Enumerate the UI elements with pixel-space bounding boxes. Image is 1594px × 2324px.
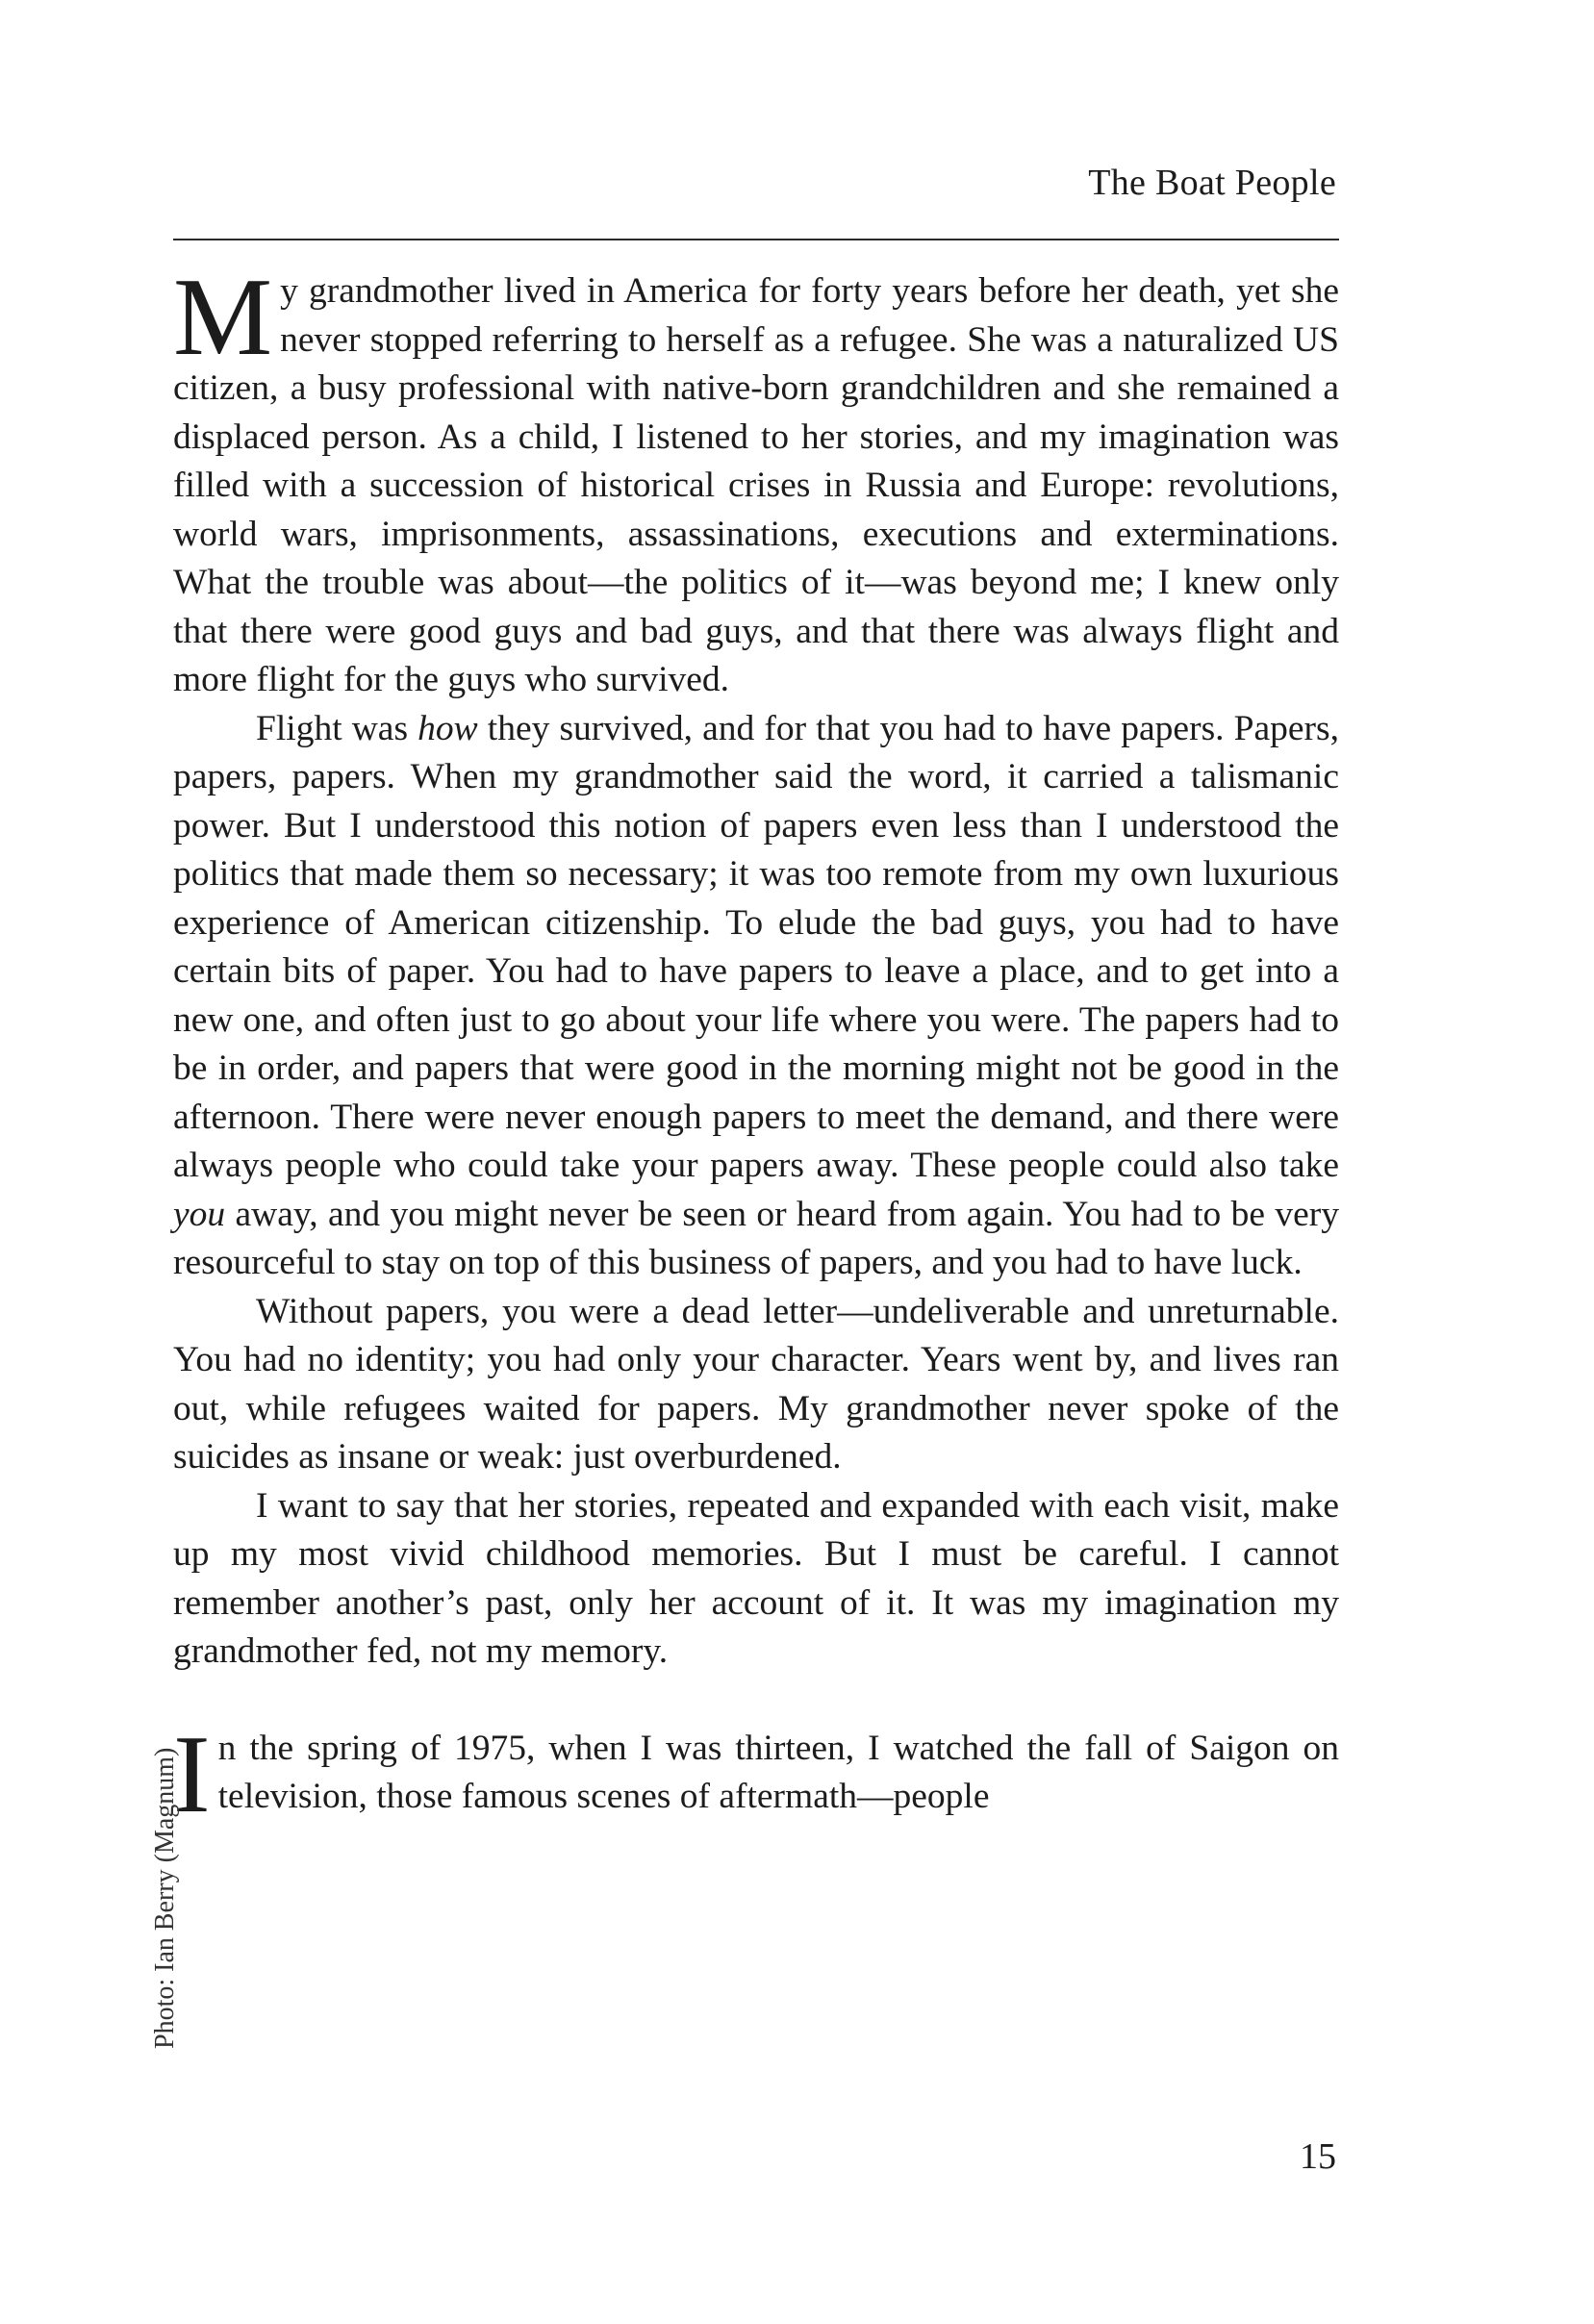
paragraph-5-text: n the spring of 1975, when I was thirteen, I watched the fall of Saigon on television, those famous scenes of aftermath—people (217, 1728, 1339, 1816)
emphasis-how: how (417, 708, 478, 748)
paragraph-1 (173, 256, 1339, 705)
paragraph-3: Without papers, you were a dead letter—undeliverable and unreturnable. You had no identity; you had only your character. Years went by, and lives ran out, while refugees waited for papers. My grandmother never spoke of the suicides as insane or weak: just overburdened. (173, 1291, 1339, 1477)
header-rule (173, 239, 1339, 240)
running-head-title: The Boat People (1088, 163, 1336, 203)
article-body (173, 256, 1339, 1836)
photo-credit: Photo: Ian Berry (Magnum) (150, 1747, 180, 2049)
dropcap-m: M (173, 256, 273, 379)
page-number: 15 (1300, 2136, 1336, 2177)
paragraph-5 (173, 1712, 1339, 1836)
section-break (173, 1677, 1339, 1725)
paragraph-2 (173, 705, 1339, 1288)
paragraph-2-end: away, and you might never be seen or heard from again. You had to be very resourceful to stay on top of this business of papers, and you had to have luck. (173, 1194, 1339, 1282)
dropcap-i: I (173, 1712, 211, 1836)
paragraph-4: I want to say that her stories, repeated and expanded with each visit, make up my most vivid childhood memories. But I must be careful. I cannot remember another’s past, only her account of it. It was my imagination my grandmother fed, not my memory. (173, 1485, 1339, 1671)
paragraph-2-start: Flight was (256, 708, 418, 748)
emphasis-you: you (173, 1194, 226, 1234)
paragraph-2-middle: they survived, and for that you had to have papers. Papers, papers, papers. When my grandmother said the word, it carried a talismanic power. But I understood this notion of papers even less than I understood the politics that made them so necessary; it was too remote from my own luxurious experience of American citizenship. To elude the bad guys, you had to have certain bits of paper. You had to have papers to leave a place, and to get into a new one, and often just to go about your life where you were. The papers had to be in order, and papers that were good in the morning might not be good in the afternoon. There were never enough papers to meet the demand, and there were always people who could take your papers away. These people could also take (173, 708, 1339, 1185)
paragraph-1-text: y grandmother lived in America for forty years before her death, yet she never stopped referring to herself as a refugee. She was a naturalized US citizen, a busy professional with native-born grandchildren and she remained a displaced person. As a child, I listened to her stories, and my imagination was filled with a succession of historical crises in Russia and Europe: revolutions, world wars, imprisonments, assassinations, executions and exterminations. What the trouble was about—the politics of it—was beyond me; I knew only that there were good guys and bad guys, and that there was always flight and more flight for the guys who survived. (173, 271, 1339, 699)
